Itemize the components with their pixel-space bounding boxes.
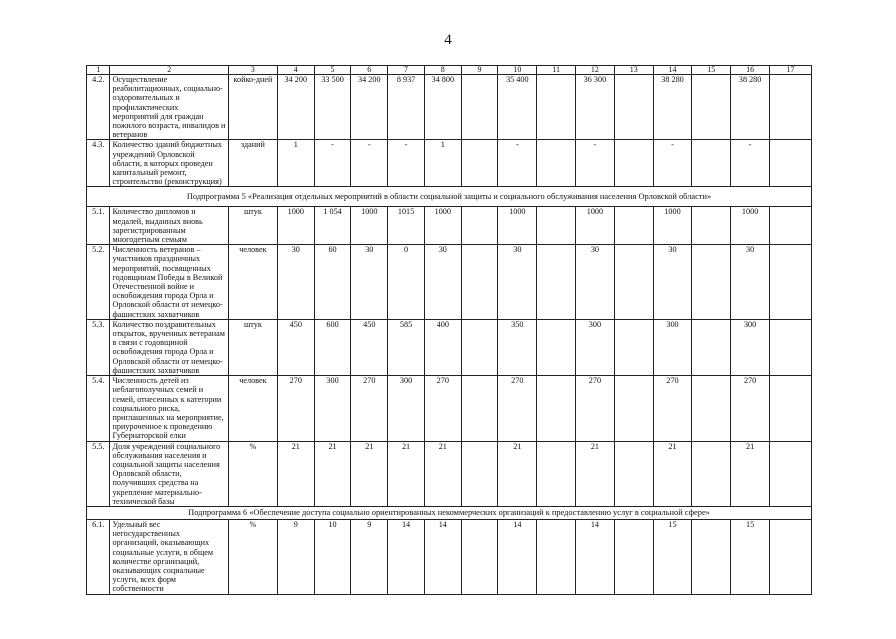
column-header: 17 [770, 66, 812, 75]
value-cell: 21 [424, 441, 461, 506]
unit-of-measure: человек [228, 245, 277, 320]
value-cell: - [576, 140, 615, 187]
value-cell [692, 376, 731, 441]
column-header: 1 [87, 66, 110, 75]
value-cell: 1000 [653, 207, 692, 245]
value-cell: 1 054 [314, 207, 351, 245]
indicators-table [86, 65, 812, 595]
value-cell: 33 500 [314, 75, 351, 140]
value-cell: 1015 [388, 207, 425, 245]
subprogram-row [87, 506, 812, 519]
value-cell [770, 245, 812, 320]
value-cell: 21 [351, 441, 388, 506]
column-header: 6 [351, 66, 388, 75]
value-cell [614, 207, 653, 245]
value-cell: 300 [576, 319, 615, 375]
value-cell [537, 519, 576, 594]
column-header: 3 [228, 66, 277, 75]
value-cell: 38 280 [731, 75, 770, 140]
value-cell: 36 300 [576, 75, 615, 140]
value-cell [692, 319, 731, 375]
value-cell: 38 280 [653, 75, 692, 140]
value-cell [537, 376, 576, 441]
value-cell: 34 200 [277, 75, 314, 140]
value-cell [614, 75, 653, 140]
value-cell [770, 441, 812, 506]
value-cell: - [653, 140, 692, 187]
column-header: 12 [576, 66, 615, 75]
subprogram-title: Подпрограмма 6 «Обеспечение доступа социально ориентированных некоммерческих организаций к предоставлению услуг в социальной сфере» [87, 506, 812, 519]
value-cell: - [351, 140, 388, 187]
column-header: 5 [314, 66, 351, 75]
value-cell: - [731, 140, 770, 187]
row-number: 5.1. [87, 207, 110, 245]
value-cell: 585 [388, 319, 425, 375]
value-cell: - [388, 140, 425, 187]
value-cell: 1000 [351, 207, 388, 245]
value-cell: 1000 [498, 207, 537, 245]
unit-of-measure: зданий [228, 140, 277, 187]
value-cell: 21 [731, 441, 770, 506]
column-header: 8 [424, 66, 461, 75]
value-cell: 0 [388, 245, 425, 320]
indicator-name: Численность ветеранов – участников праздничных мероприятий, посвященных годовщинам Победы в Великой Отечественной войне и освобождения города Орла и Орловской области от немецко-фашистских захватчиков [110, 245, 228, 320]
value-cell: 1000 [424, 207, 461, 245]
column-header: 2 [110, 66, 228, 75]
value-cell [537, 207, 576, 245]
subprogram-row [87, 187, 812, 207]
value-cell [692, 207, 731, 245]
value-cell: 21 [314, 441, 351, 506]
value-cell: 350 [498, 319, 537, 375]
value-cell: 30 [731, 245, 770, 320]
value-cell [770, 140, 812, 187]
header-row [87, 66, 812, 75]
table-row [87, 519, 812, 594]
column-header: 14 [653, 66, 692, 75]
value-cell: 21 [277, 441, 314, 506]
subprogram-title: Подпрограмма 5 «Реализация отдельных мероприятий в области социальной защиты и социального обслуживания населения Орловской области» [87, 187, 812, 207]
indicator-name: Количество зданий бюджетных учреждений Орловской области, в которых проведен капитальный ремонт, строительство (реконструкция) [110, 140, 228, 187]
value-cell [614, 376, 653, 441]
value-cell: 270 [653, 376, 692, 441]
value-cell [461, 441, 498, 506]
value-cell: 35 400 [498, 75, 537, 140]
value-cell: 300 [388, 376, 425, 441]
value-cell: 21 [388, 441, 425, 506]
value-cell: 300 [653, 319, 692, 375]
value-cell: 1 [424, 140, 461, 187]
value-cell [461, 376, 498, 441]
value-cell [461, 319, 498, 375]
value-cell: 21 [498, 441, 537, 506]
value-cell: 270 [277, 376, 314, 441]
value-cell: 9 [351, 519, 388, 594]
column-header: 15 [692, 66, 731, 75]
column-header: 4 [277, 66, 314, 75]
table-row [87, 245, 812, 320]
value-cell: 600 [314, 319, 351, 375]
value-cell [692, 519, 731, 594]
value-cell [537, 140, 576, 187]
unit-of-measure: штук [228, 207, 277, 245]
indicator-name: Количество поздравительных открыток, врученных ветеранам в связи с годовщиной освобождения города Орла и Орловской области от немецко-фашистских захватчиков [110, 319, 228, 375]
value-cell [614, 319, 653, 375]
value-cell [692, 441, 731, 506]
value-cell: 270 [424, 376, 461, 441]
table-row [87, 140, 812, 187]
value-cell [692, 75, 731, 140]
row-number: 5.4. [87, 376, 110, 441]
value-cell: 60 [314, 245, 351, 320]
value-cell: 450 [277, 319, 314, 375]
column-header: 13 [614, 66, 653, 75]
value-cell: 450 [351, 319, 388, 375]
table-row [87, 441, 812, 506]
value-cell: 34 200 [351, 75, 388, 140]
value-cell [770, 207, 812, 245]
value-cell: 9 [277, 519, 314, 594]
value-cell: 30 [498, 245, 537, 320]
value-cell: 14 [424, 519, 461, 594]
value-cell: - [498, 140, 537, 187]
value-cell: 400 [424, 319, 461, 375]
value-cell [770, 519, 812, 594]
value-cell [770, 376, 812, 441]
page-number: 4 [444, 32, 452, 48]
indicator-name: Количество дипломов и медалей, выданных вновь зарегистрированным многодетным семьям [110, 207, 228, 245]
value-cell [537, 319, 576, 375]
value-cell: 1000 [277, 207, 314, 245]
value-cell [614, 441, 653, 506]
table-row [87, 376, 812, 441]
value-cell [461, 75, 498, 140]
value-cell [692, 140, 731, 187]
value-cell [614, 519, 653, 594]
value-cell: 15 [731, 519, 770, 594]
unit-of-measure: койко-дней [228, 75, 277, 140]
table-body [87, 66, 812, 595]
indicator-name: Доля учреждений социального обслуживания населения и социальной защиты населения Орловской области, получивших средства на укрепление материально-технической базы [110, 441, 228, 506]
column-header: 11 [537, 66, 576, 75]
value-cell [461, 207, 498, 245]
value-cell: 270 [576, 376, 615, 441]
row-number: 5.3. [87, 319, 110, 375]
value-cell [461, 245, 498, 320]
table-row [87, 75, 812, 140]
row-number: 5.2. [87, 245, 110, 320]
value-cell: 270 [351, 376, 388, 441]
unit-of-measure: человек [228, 376, 277, 441]
value-cell: 34 800 [424, 75, 461, 140]
value-cell [770, 75, 812, 140]
row-number: 4.2. [87, 75, 110, 140]
value-cell: 21 [653, 441, 692, 506]
value-cell: 14 [498, 519, 537, 594]
table-row [87, 319, 812, 375]
column-header: 7 [388, 66, 425, 75]
value-cell: 30 [424, 245, 461, 320]
value-cell: 14 [576, 519, 615, 594]
value-cell: 1000 [731, 207, 770, 245]
value-cell: 30 [351, 245, 388, 320]
value-cell [614, 140, 653, 187]
column-header: 16 [731, 66, 770, 75]
value-cell: 10 [314, 519, 351, 594]
value-cell: 30 [277, 245, 314, 320]
value-cell: 300 [314, 376, 351, 441]
value-cell [614, 245, 653, 320]
column-header: 10 [498, 66, 537, 75]
table-row [87, 207, 812, 245]
unit-of-measure: штук [228, 319, 277, 375]
value-cell: 1 [277, 140, 314, 187]
value-cell: - [314, 140, 351, 187]
value-cell: 1000 [576, 207, 615, 245]
column-header: 9 [461, 66, 498, 75]
indicator-name: Удельный вес негосударственных организаций, оказывающих социальные услуги, в общем количестве организаций, оказывающих социальные услуги, всех форм собственности [110, 519, 228, 594]
value-cell [692, 245, 731, 320]
unit-of-measure: % [228, 519, 277, 594]
value-cell [461, 140, 498, 187]
value-cell: 21 [576, 441, 615, 506]
row-number: 5.5. [87, 441, 110, 506]
value-cell: 8 937 [388, 75, 425, 140]
value-cell [770, 319, 812, 375]
value-cell [537, 441, 576, 506]
value-cell: 30 [576, 245, 615, 320]
row-number: 4.3. [87, 140, 110, 187]
value-cell: 300 [731, 319, 770, 375]
value-cell: 270 [731, 376, 770, 441]
value-cell [461, 519, 498, 594]
value-cell [537, 245, 576, 320]
row-number: 6.1. [87, 519, 110, 594]
value-cell: 15 [653, 519, 692, 594]
indicator-name: Осуществление реабилитационных, социально-оздоровительных и профилактических мероприятий для граждан пожилого возраста, инвалидов и ветеранов [110, 75, 228, 140]
value-cell: 30 [653, 245, 692, 320]
unit-of-measure: % [228, 441, 277, 506]
value-cell: 270 [498, 376, 537, 441]
value-cell: 14 [388, 519, 425, 594]
indicator-name: Численность детей из неблагополучных семей и семей, отнесенных к категории социального риска, приглашенных на мероприятие, приуроченное к проведению Губернаторской елки [110, 376, 228, 441]
value-cell [537, 75, 576, 140]
